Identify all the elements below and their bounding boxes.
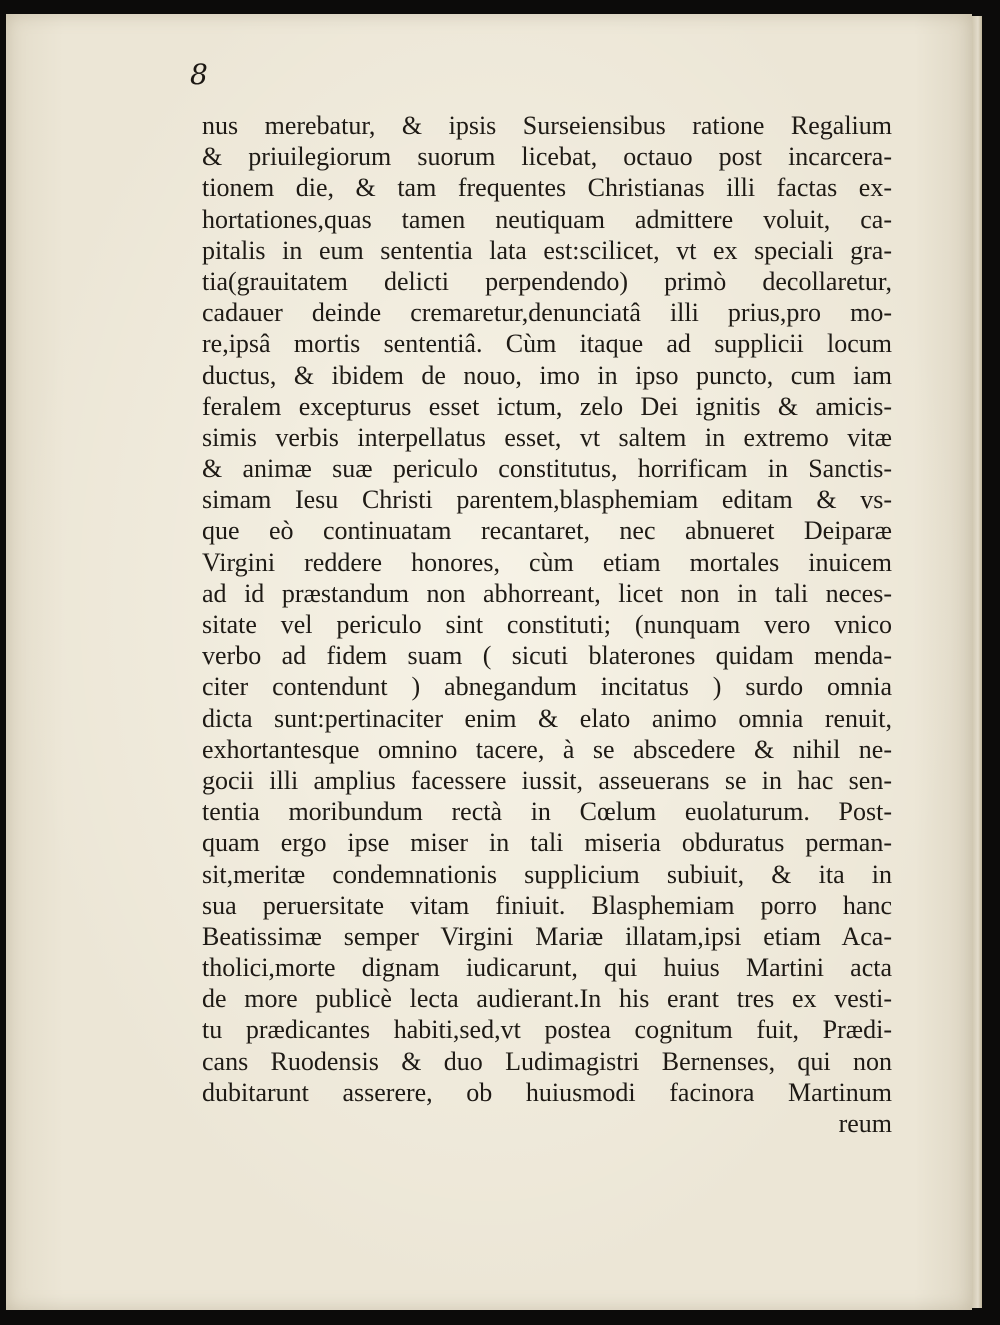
text-line: re,ipsâ mortis sententiâ. Cùm itaque ad supplicii locum [202,329,892,359]
page-edge [972,16,982,1308]
text-line: citer contendunt ) abnegandum incitatus ) surdo omnia [202,672,892,702]
text-line: & priuilegiorum suorum licebat, octauo post incarcera- [202,142,892,172]
catchword: reum [838,1109,892,1138]
text-line: feralem excepturus esset ictum, zelo Dei ignitis & amicis- [202,391,892,421]
text-line: cadauer deinde cremaretur,denunciatâ illi prius,pro mo- [202,298,892,328]
text-line: exhortantesque omnino tacere, à se abscedere & nihil ne- [202,734,892,764]
text-line: gocii illi amplius facessere iussit, asseuerans se in hac sen- [202,765,892,795]
text-line: Beatissimæ semper Virgini Mariæ illatam,ipsi etiam Aca- [202,921,892,951]
text-line: Virgini reddere honores, cùm etiam mortales inuicem [202,547,892,577]
text-line: hortationes,quas tamen neutiquam admittere voluit, ca- [202,204,892,234]
text-line: que eò continuatam recantaret, nec abnueret Deiparæ [202,516,892,546]
text-line: cans Ruodensis & duo Ludimagistri Bernenses, qui non [202,1046,892,1076]
text-line: sitate vel periculo sint constituti; (nunquam vero vnico [202,610,892,639]
text-line: verbo ad fidem suam ( sicuti blaterones quidam menda- [202,641,892,671]
text-line: quam ergo ipse miser in tali miseria obduratus perman- [202,828,892,858]
book-page [6,14,972,1310]
text-line: tholici,morte dignam iudicarunt, qui huius Martini acta [202,953,892,983]
text-line: pitalis in eum sententia lata est:scilicet, vt ex speciali gra- [202,235,892,265]
text-line: ad id præstandum non abhorreant, licet non in tali neces- [202,578,892,608]
text-line: tionem die, & tam frequentes Christianas illi factas ex- [202,173,892,203]
text-line: de more publicè lecta audierant.In his erant tres ex vesti- [202,984,892,1014]
text-line: sit,meritæ condemnationis supplicium subiuit, & ita in [202,859,892,889]
text-line: dubitarunt asserere, ob huiusmodi facinora Martinum [202,1077,892,1107]
text-line: nus merebatur, & ipsis Surseiensibus ratione Regalium [202,111,892,140]
text-line: simam Iesu Christi parentem,blasphemiam editam & vs- [202,485,892,515]
text-line: ductus, & ibidem de nouo, imo in ipso puncto, cum iam [202,360,892,390]
page-number: 8 [190,58,208,91]
text-line: dicta sunt:pertinaciter enim & elato animo omnia renuit, [202,703,892,733]
text-line: tentia moribundum rectà in Cœlum euolaturum. Post- [202,797,892,827]
text-line: tia(grauitatem delicti perpendendo) primò decollaretur, [202,266,892,296]
text-line: tu prædicantes habiti,sed,vt postea cognitum fuit, Prædi- [202,1015,892,1045]
text-line: simis verbis interpellatus esset, vt saltem in extremo vitæ [202,422,892,452]
text-line: sua peruersitate vitam finiuit. Blasphemiam porro hanc [202,890,892,920]
body-text [202,110,892,1139]
text-line: & animæ suæ periculo constitutus, horrificam in Sanctis- [202,454,892,484]
